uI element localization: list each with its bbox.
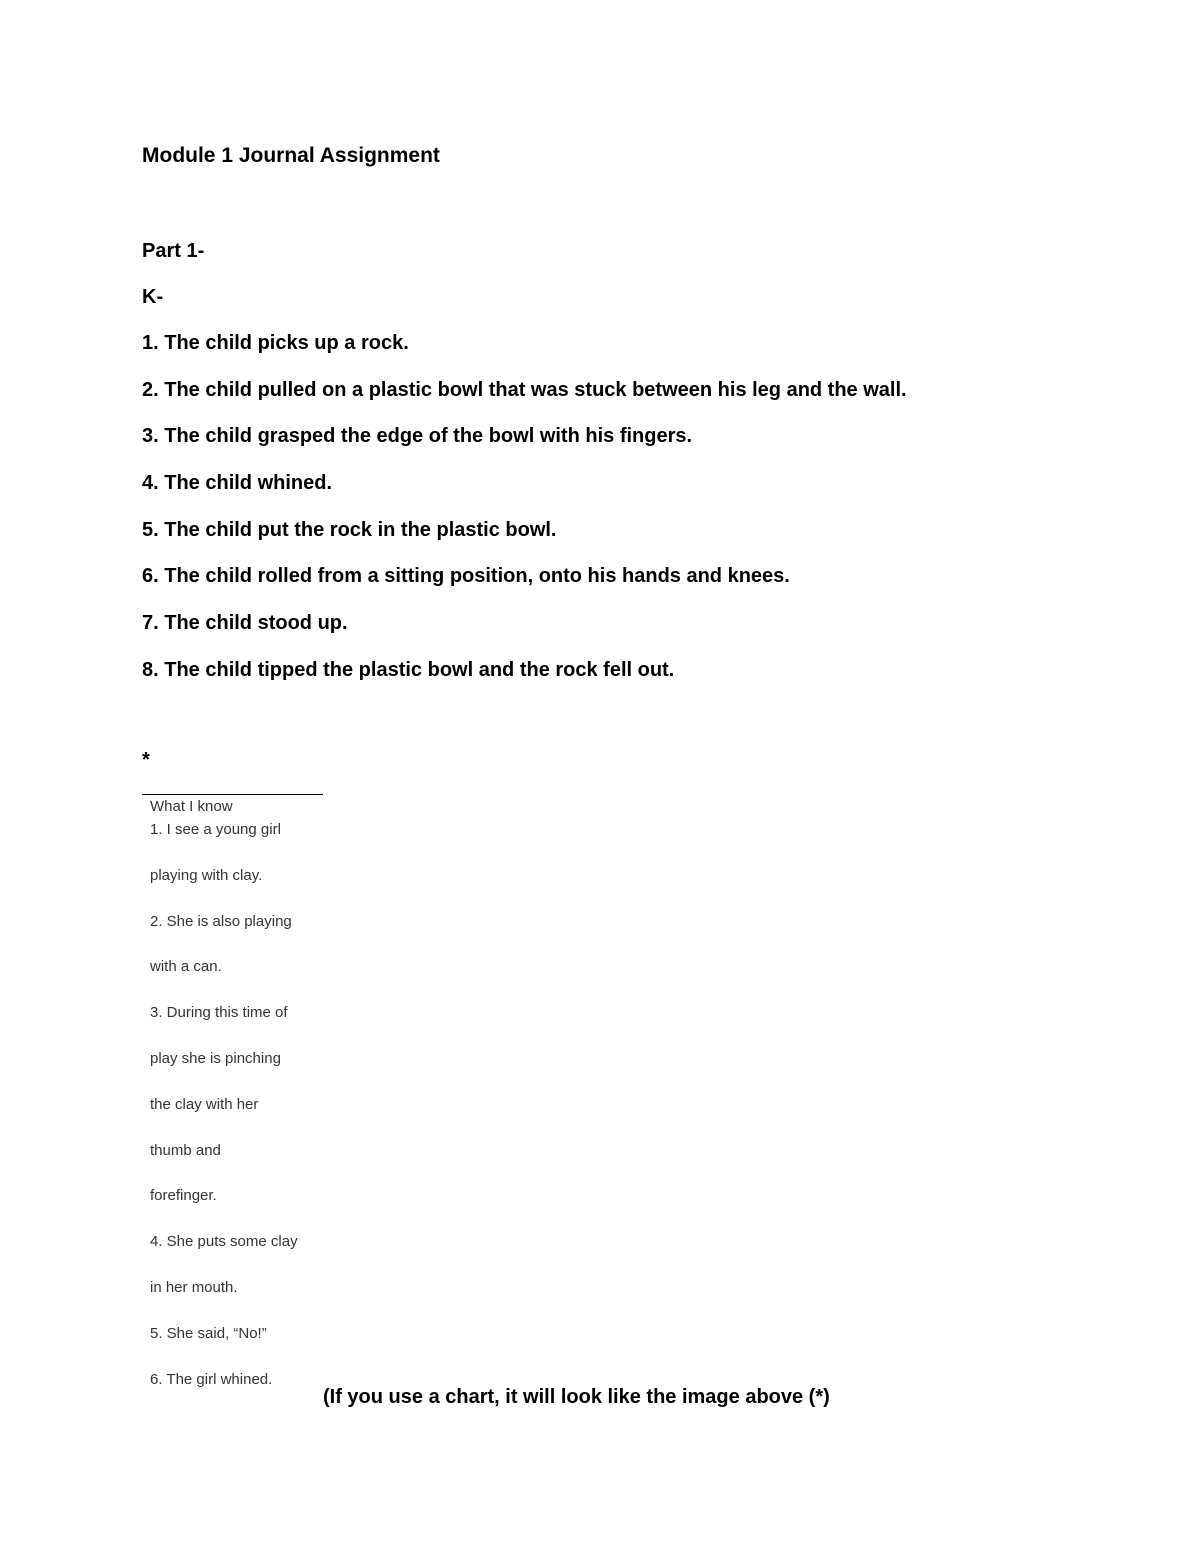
chart-lines [150,821,298,1416]
chart-line: playing with clay. [150,866,263,884]
part-label: Part 1- [142,240,205,262]
chart-line: in her mouth. [150,1278,238,1296]
observation-item: 7. The child stood up. [142,612,348,635]
observation-item: 2. The child pulled on a plastic bowl that was stuck between his leg and the wall. [142,378,907,401]
chart-line: the clay with her [150,1095,259,1113]
chart-line: 6. The girl whined. [150,1370,273,1388]
chart-line: thumb and [150,1141,221,1159]
k-label: K- [142,286,164,308]
chart-line: play she is pinching [150,1049,281,1067]
document-title: Module 1 Journal Assignment [142,144,440,167]
chart-line: 5. She said, “No!” [150,1324,267,1342]
chart-line: 4. She puts some clay [150,1233,298,1251]
chart-line: 1. I see a young girl [150,821,281,838]
asterisk-marker: * [142,749,150,771]
chart-top-rule [142,794,323,795]
chart-line: with a can. [150,958,222,976]
chart-line: forefinger. [150,1187,217,1205]
embedded-chart-image [142,794,332,1394]
observation-item: 4. The child whined. [142,472,333,495]
chart-line: 2. She is also playing [150,912,292,930]
chart-header: What I know [150,798,233,815]
observation-item: 5. The child put the rock in the plastic bowl. [142,518,557,541]
observation-item: 1. The child picks up a rock. [142,332,409,354]
observation-item: 6. The child rolled from a sitting position, onto his hands and knees. [142,565,790,588]
observation-item: 3. The child grasped the edge of the bowl with his fingers. [142,425,693,448]
observation-list [142,330,907,704]
observation-item: 8. The child tipped the plastic bowl and the rock fell out. [142,658,675,681]
chart-note: (If you use a chart, it will look like the image above (*) [323,1386,830,1408]
chart-line: 3. During this time of [150,1004,288,1022]
